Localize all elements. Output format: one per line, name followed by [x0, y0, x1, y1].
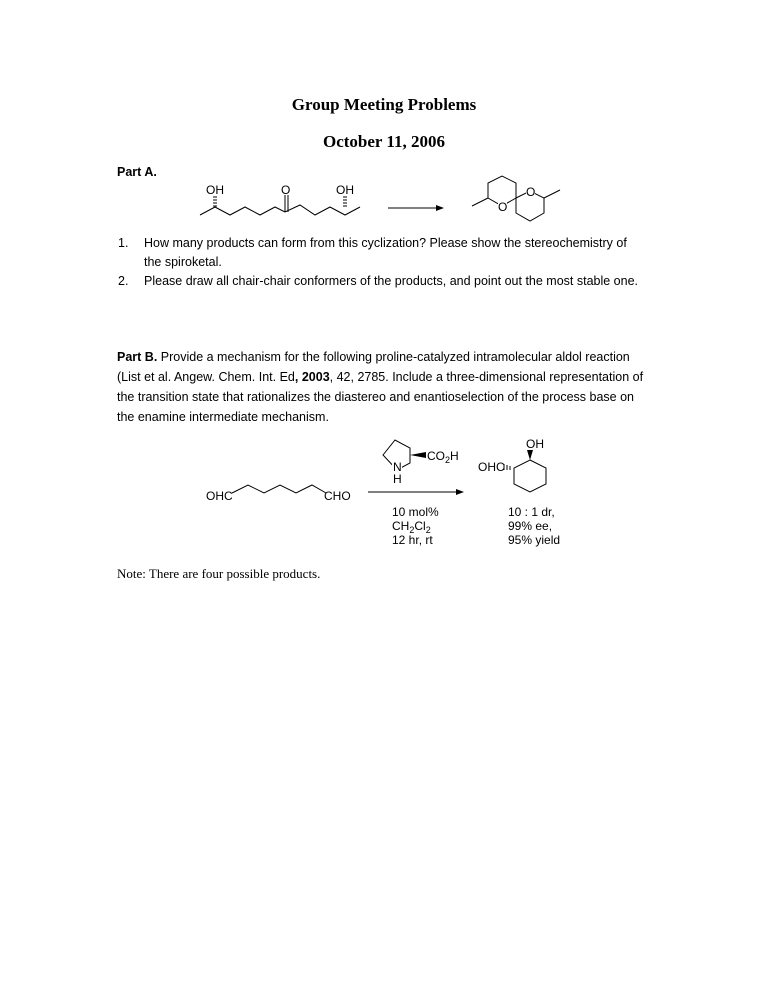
part-b-heading: Part B.	[117, 350, 158, 364]
label-product-ohc: OHC	[478, 460, 505, 474]
question-2-text: Please draw all chair-chair conformers of the products, and point out the most stable one.	[144, 274, 639, 288]
part-b-line2-post: , 42, 2785. Include a three-dimensional representation of	[329, 370, 644, 384]
question-1-number: 1.	[118, 236, 129, 250]
label-co2h-main: CO	[427, 449, 445, 463]
label-ring-o-1: O	[526, 185, 536, 199]
arrowhead-b	[456, 489, 464, 495]
part-b-line2-pre: (List et al. Angew. Chem. Int. Ed	[117, 370, 295, 384]
question-1-text-line1: How many products can form from this cyclization? Please show the stereochemistry of	[144, 236, 627, 250]
page-date: October 11, 2006	[323, 132, 445, 151]
citation-year: 2003	[301, 370, 330, 384]
part-a-heading: Part A.	[117, 165, 157, 179]
cyclohexane-ring	[514, 460, 546, 492]
label-n: N	[393, 460, 402, 474]
condition-3: 12 hr, rt	[392, 533, 433, 547]
label-co2h-end: H	[450, 449, 459, 463]
question-2-number: 2.	[118, 274, 129, 288]
question-1-text-line2: the spiroketal.	[144, 255, 222, 269]
condition-2-ch: CH	[392, 519, 410, 533]
condition-2-sub-a: 2	[409, 525, 415, 535]
part-b-line3: the transition state that rationalizes the diastereo and enantioselection of the process base on	[117, 390, 634, 404]
result-2: 99% ee,	[508, 519, 553, 533]
part-b-line2-comma: ,	[294, 370, 299, 384]
label-ring-o-2: O	[498, 200, 508, 214]
result-3: 95% yield	[508, 533, 561, 547]
label-cho-right: CHO	[324, 489, 351, 503]
result-1: 10 : 1 dr,	[508, 505, 555, 519]
part-b-line1: Provide a mechanism for the following proline-catalyzed intramolecular aldol reaction	[160, 350, 630, 364]
part-b-line4: the enamine intermediate mechanism.	[117, 410, 329, 424]
label-h: H	[393, 472, 402, 486]
product-wedge	[527, 450, 533, 460]
label-co2h-sub: 2	[445, 455, 451, 465]
wedge-bond	[410, 452, 426, 458]
dialdehyde-chain	[232, 485, 326, 493]
label-o: O	[281, 183, 291, 197]
label-co2h	[427, 449, 459, 465]
label-product-oh: OH	[526, 437, 544, 451]
label-oh-left: OH	[206, 183, 224, 197]
label-ohc-left: OHC	[206, 489, 233, 503]
page-title: Group Meeting Problems	[291, 95, 477, 114]
condition-2-sub-b: 2	[425, 525, 431, 535]
condition-2-cl: Cl	[414, 519, 426, 533]
note: Note: There are four possible products.	[117, 566, 321, 581]
product-hash-bond	[504, 464, 510, 470]
condition-1: 10 mol%	[392, 505, 439, 519]
label-oh-right: OH	[336, 183, 354, 197]
